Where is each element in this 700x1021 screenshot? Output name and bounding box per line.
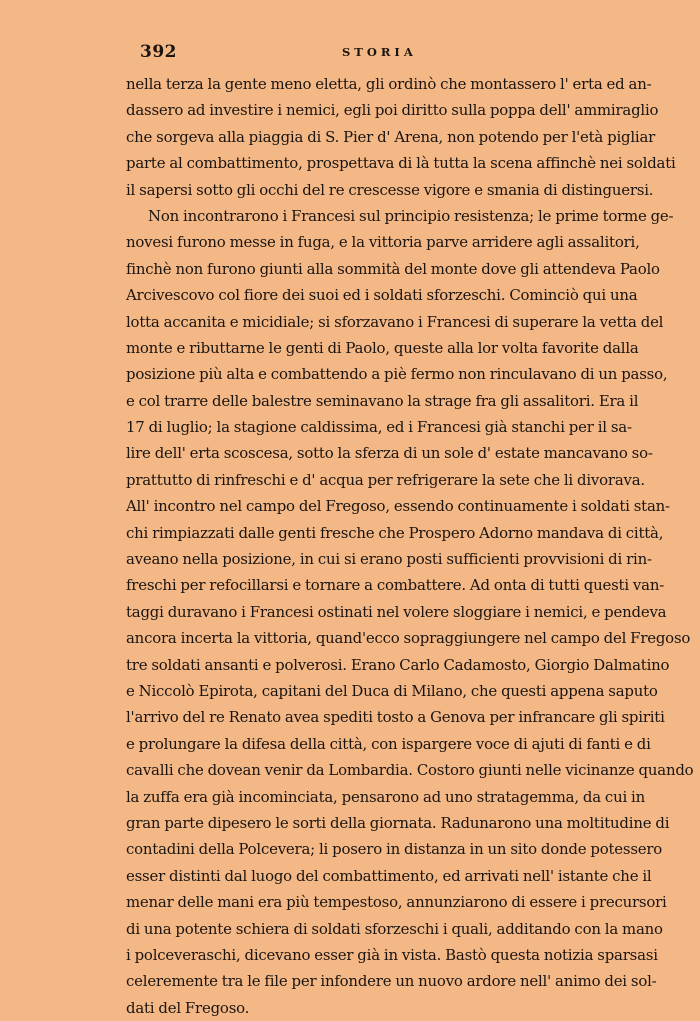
text-line: Non incontrarono i Francesi sul principio resistenza; le prime torme ge- [148, 206, 674, 225]
text-line: taggi duravano i Francesi ostinati nel volere sloggiare i nemici, e pendeva [126, 602, 667, 621]
text-line: e Niccolò Epirota, capitani del Duca di Milano, che questi appena saputo [126, 681, 658, 700]
text-line: posizione più alta e combattendo a piè fermo non rinculavano di un passo, [126, 365, 668, 384]
text-line: l'arrivo del re Renato avea spediti tosto a Genova per infrancare gli spiriti [126, 708, 665, 727]
text-line: prattutto di rinfreschi e d' acqua per refrigerare la sete che li divorava. [126, 470, 645, 489]
text-line: il sapersi sotto gli occhi del re crescesse vigore e smania di distinguersi. [126, 180, 654, 199]
text-line: nella terza la gente meno eletta, gli ordinò che montassero l' erta ed an- [126, 75, 652, 93]
text-line: chi rimpiazzati dalle genti fresche che Prospero Adorno mandava di città, [126, 523, 664, 542]
text-line: monte e ributtarne le genti di Paolo, queste alla lor volta favorite dalla [126, 338, 639, 357]
text-line: lire dell' erta scoscesa, sotto la sferza di un sole d' estate mancavano so- [126, 444, 653, 463]
text-line: tre soldati ansanti e polverosi. Erano Carlo Cadamosto, Giorgio Dalmatino [126, 655, 670, 674]
text-line: dassero ad investire i nemici, egli poi diritto sulla poppa dell' ammiraglio [126, 101, 659, 120]
text-line: cavalli che dovean venir da Lombardia. Costoro giunti nelle vicinanze quando [126, 761, 694, 780]
text-line: freschi per refocillarsi e tornare a combattere. Ad onta di tutti questi van- [126, 576, 665, 595]
body-text [126, 71, 694, 1021]
text-line: contadini della Polcevera; li posero in distanza in un sito donde potessero [126, 840, 663, 859]
text-line: 17 di luglio; la stagione caldissima, ed i Francesi già stanchi per il sa- [126, 418, 632, 437]
text-line: Arcivescovo col fiore dei suoi ed i soldati sforzeschi. Cominciò qui una [126, 286, 638, 305]
text-line: la zuffa era già incominciata, pensarono ad uno stratagemma, da cui in [126, 787, 646, 806]
running-title: STORIA [342, 45, 417, 59]
text-line: lotta accanita e micidiale; si sforzavano i Francesi di superare la vetta del [126, 312, 664, 331]
text-line: celeremente tra le file per infondere un nuovo ardore nell' animo dei sol- [126, 972, 657, 991]
text-line: parte al combattimento, prospettava di là tutta la scena affinchè nei soldati [126, 154, 676, 173]
text-line: novesi furono messe in fuga, e la vittoria parve arridere agli assalitori, [126, 233, 640, 252]
text-line: ancora incerta la vittoria, quand'ecco sopraggiungere nel campo del Fregoso [126, 629, 691, 648]
text-line: All' incontro nel campo del Fregoso, essendo continuamente i soldati stan- [126, 497, 670, 516]
text-line: esser distinti dal luogo del combattimento, ed arrivati nell' istante che il [126, 866, 652, 885]
page-number: 392 [140, 42, 177, 62]
text-line: finchè non furono giunti alla sommità del monte dove gli attendeva Paolo [126, 259, 660, 278]
text-line: e prolungare la difesa della città, con ispargere voce di ajuti di fanti e di [126, 734, 651, 753]
text-line: menar delle mani era più tempestoso, annunziarono di essere i precursori [126, 893, 667, 912]
text-line: che sorgeva alla piaggia di S. Pier d' Arena, non potendo per l'età pigliar [126, 127, 656, 146]
text-line: e col trarre delle balestre seminavano la strage fra gli assalitori. Era il [126, 391, 639, 410]
page-header [126, 42, 626, 66]
text-line: dati del Fregoso. [126, 998, 250, 1017]
text-line: di una potente schiera di soldati sforzeschi i quali, additando con la mano [126, 919, 663, 938]
text-line: i polceveraschi, dicevano esser già in vista. Bastò questa notizia sparsasi [126, 945, 658, 964]
text-line: gran parte dipesero le sorti della giornata. Radunarono una moltitudine di [126, 813, 670, 832]
text-line: aveano nella posizione, in cui si erano posti sufficienti provvisioni di rin- [126, 550, 652, 569]
